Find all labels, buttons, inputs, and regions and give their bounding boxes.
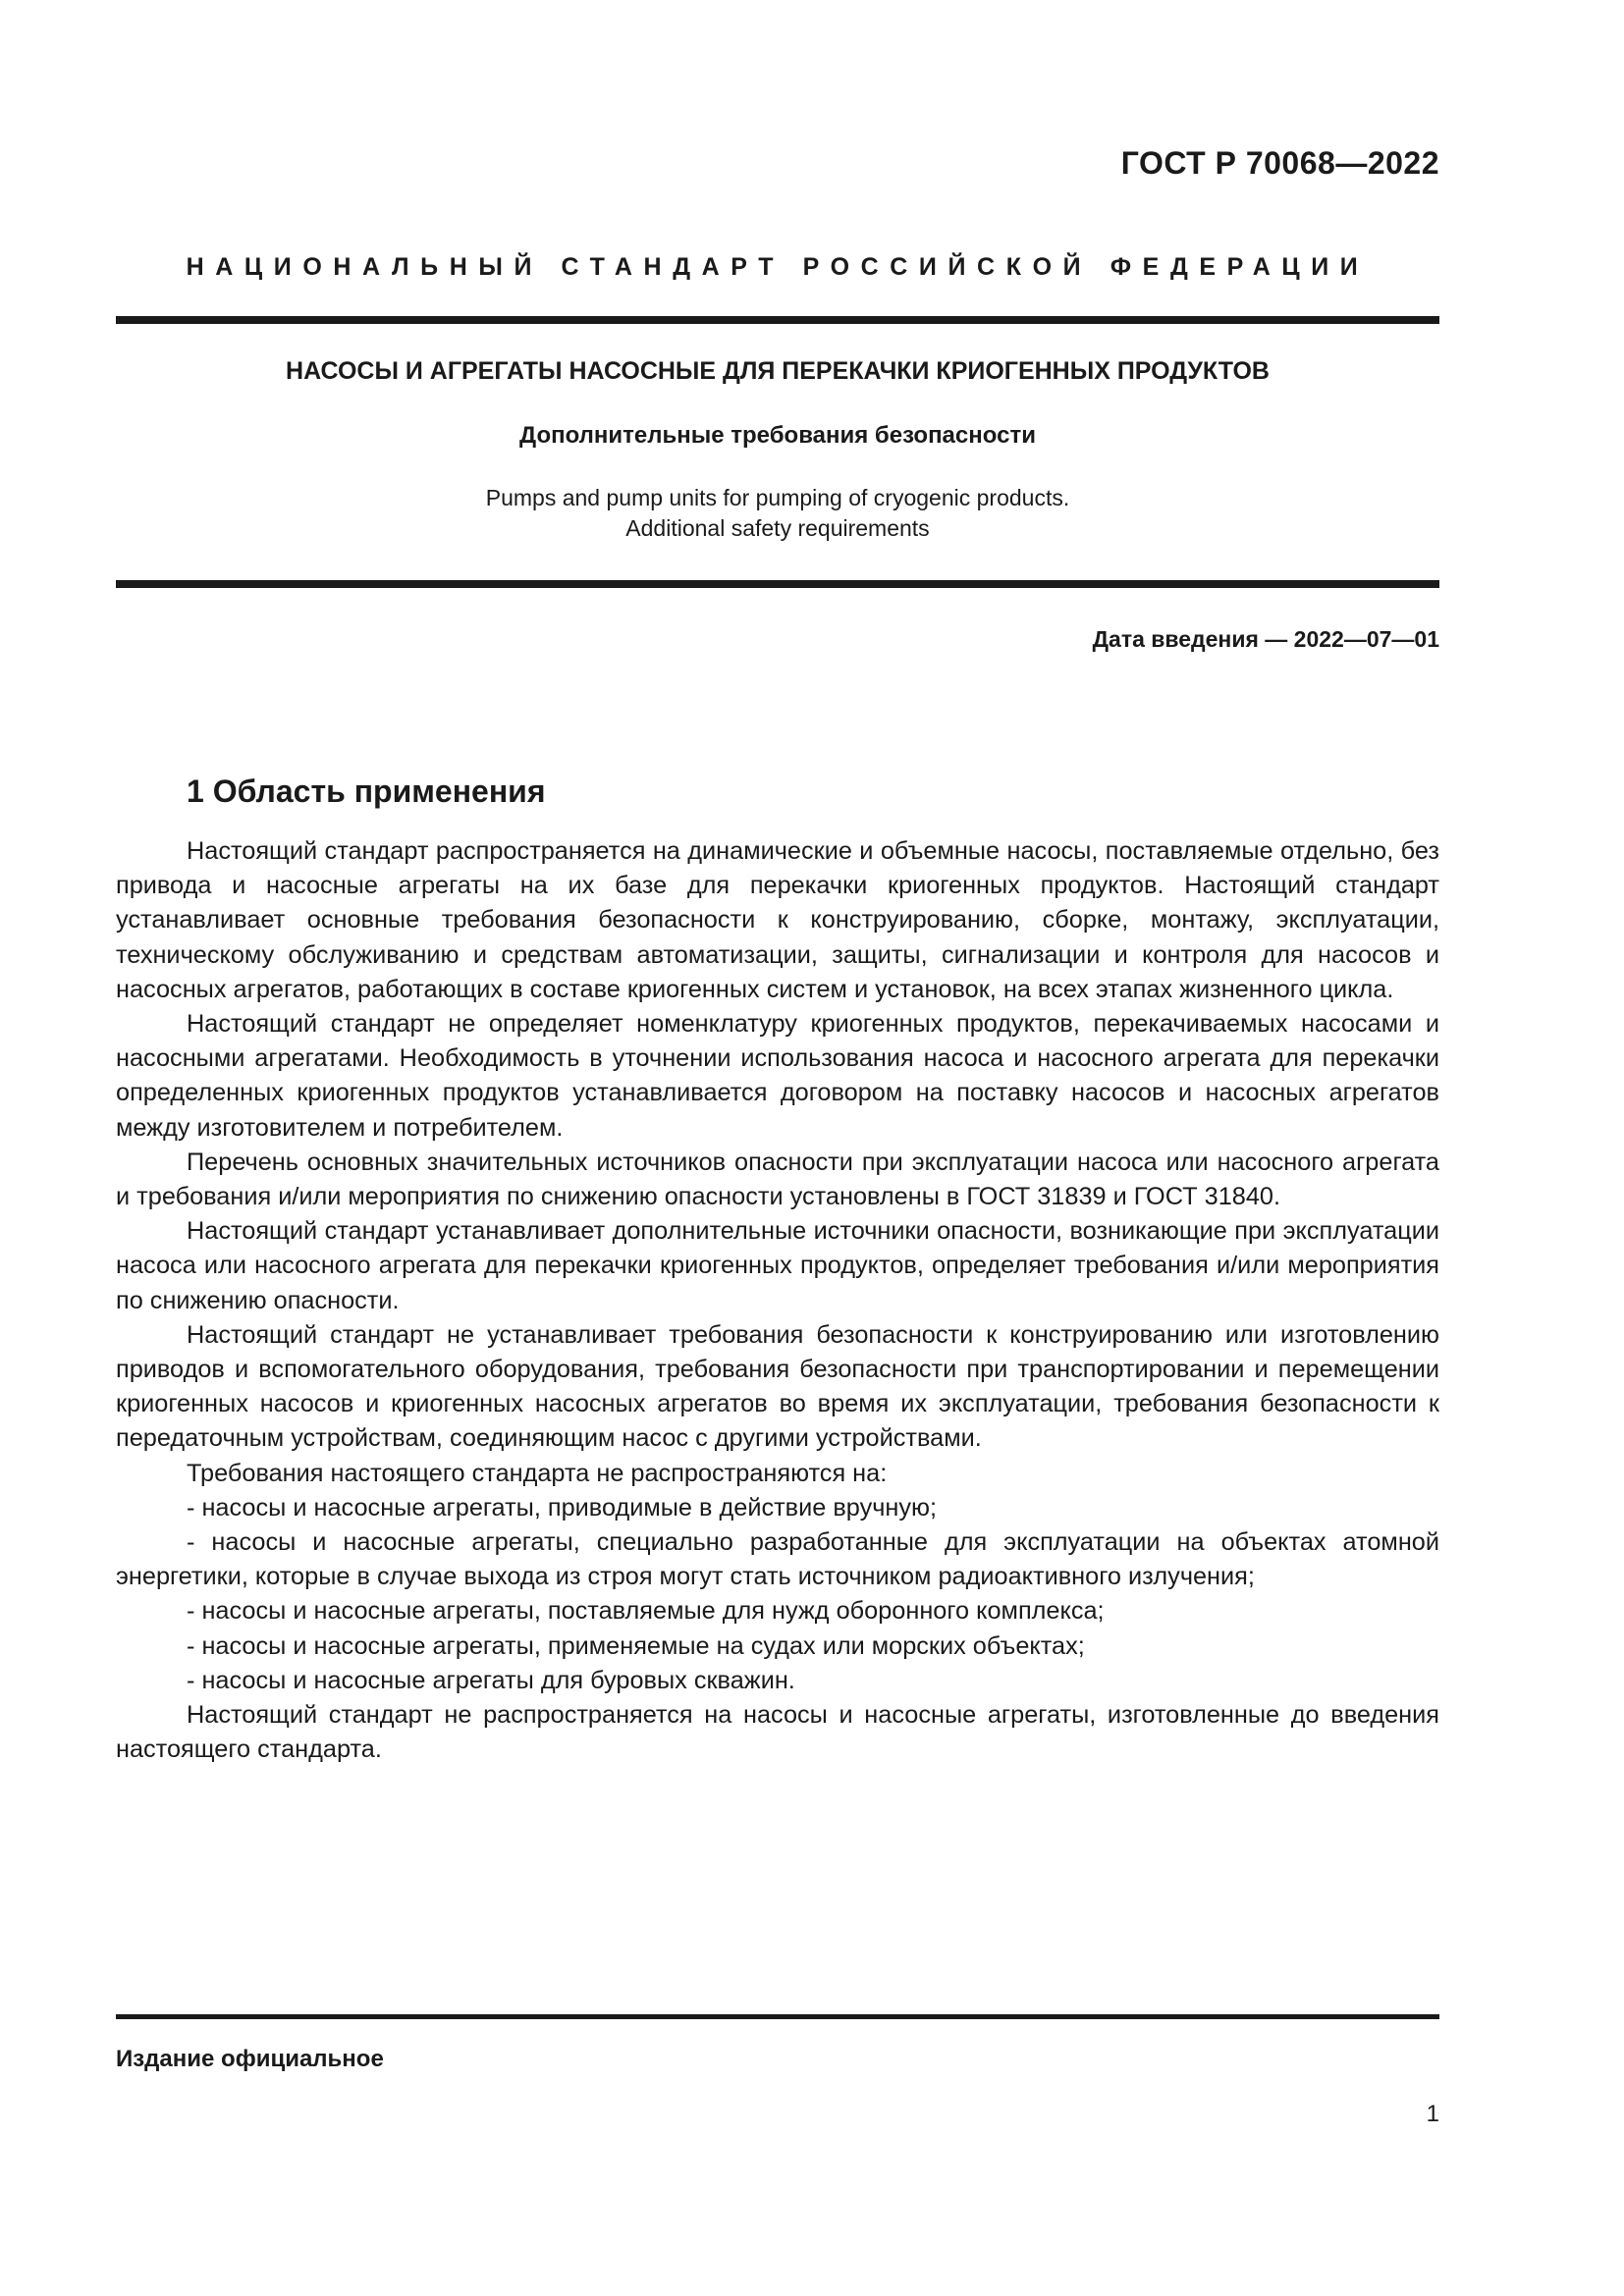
paragraph: Перечень основных значительных источников опасности при эксплуатации насоса или насосного агрегата и требования и/или мероприятия по снижению опасности установлены в ГОСТ 31839 и ГОСТ 31840. <box>116 1148 1439 1211</box>
section-heading: 1 Область применения <box>187 774 546 809</box>
standard-number: ГОСТ Р 70068—2022 <box>1120 145 1439 181</box>
page-number: 1 <box>1426 2101 1439 2127</box>
english-title-line-2: Additional safety requirements <box>625 515 930 541</box>
top-divider <box>116 316 1439 324</box>
list-item: - насосы и насосные агрегаты для буровых скважин. <box>187 1666 795 1694</box>
paragraph: Настоящий стандарт не распространяется на насосы и насосные агрегаты, изготовленные до введения настоящего стандарта. <box>116 1701 1439 1764</box>
document-subtitle: Дополнительные требования безопасности <box>519 422 1036 449</box>
paragraph: Настоящий стандарт не определяет номенклатуру криогенных продуктов, перекачиваемых насосами и насосными агрегатами. Необходимость в уточнении использования насоса и насосного агрегата для перекачки определенных криогенных продуктов устанавливается договором на поставку насосов и насосных агрегатов между изготовителем и потребителем. <box>116 1010 1439 1142</box>
middle-divider <box>116 580 1439 588</box>
paragraph: Настоящий стандарт устанавливает дополнительные источники опасности, возникающие при эксплуатации насоса или насосного агрегата для перекачки криогенных продуктов, определяет требования и/или мероприятия по снижению опасности. <box>116 1217 1439 1314</box>
english-title <box>116 483 1439 544</box>
list-item: - насосы и насосные агрегаты, приводимые в действие вручную; <box>187 1493 938 1522</box>
list-item: - насосы и насосные агрегаты, применяемые на судах или морских объектах; <box>187 1631 1085 1660</box>
list-item: - насосы и насосные агрегаты, поставляемые для нужд оборонного комплекса; <box>187 1597 1105 1626</box>
national-standard-title: НАЦИОНАЛЬНЫЙ СТАНДАРТ РОССИЙСКОЙ ФЕДЕРАЦИИ <box>186 253 1370 281</box>
document-title: НАСОСЫ И АГРЕГАТЫ НАСОСНЫЕ ДЛЯ ПЕРЕКАЧКИ КРИОГЕННЫХ ПРОДУКТОВ <box>286 357 1270 385</box>
paragraph: Требования настоящего стандарта не распространяются на: <box>187 1459 888 1487</box>
introduction-date: Дата введения — 2022—07—01 <box>1092 626 1439 652</box>
paragraph: Настоящий стандарт распространяется на динамические и объемные насосы, поставляемые отдельно, без привода и насосные агрегаты на их базе для перекачки криогенных продуктов. Настоящий стандарт устанавливает основные требования безопасности к конструированию, сборке, монтажу, эксплуатации, техническому обслуживанию и средствам автоматизации, защиты, сигнализации и контроля для насосов и насосных агрегатов, работающих в составе криогенных систем и установок, на всех этапах жизненного цикла. <box>116 837 1439 1003</box>
english-title-line-1: Pumps and pump units for pumping of cryogenic products. <box>485 485 1070 510</box>
bottom-divider <box>116 2014 1439 2019</box>
paragraph: Настоящий стандарт не устанавливает требования безопасности к конструированию или изготовлению приводов и вспомогательного оборудования, требования безопасности при транспортировании и перемещении криогенных насосов и криогенных насосных агрегатов во время их эксплуатации, требования безопасности к передаточным устройствам, соединяющим насос с другими устройствами. <box>116 1320 1439 1453</box>
official-edition-label: Издание официальное <box>116 2046 384 2072</box>
list-item: - насосы и насосные агрегаты, специально разработанные для эксплуатации на объектах атомной энергетики, которые в случае выхода из строя могут стать источником радиоактивного излучения; <box>116 1528 1439 1591</box>
section-body <box>116 834 1439 1767</box>
